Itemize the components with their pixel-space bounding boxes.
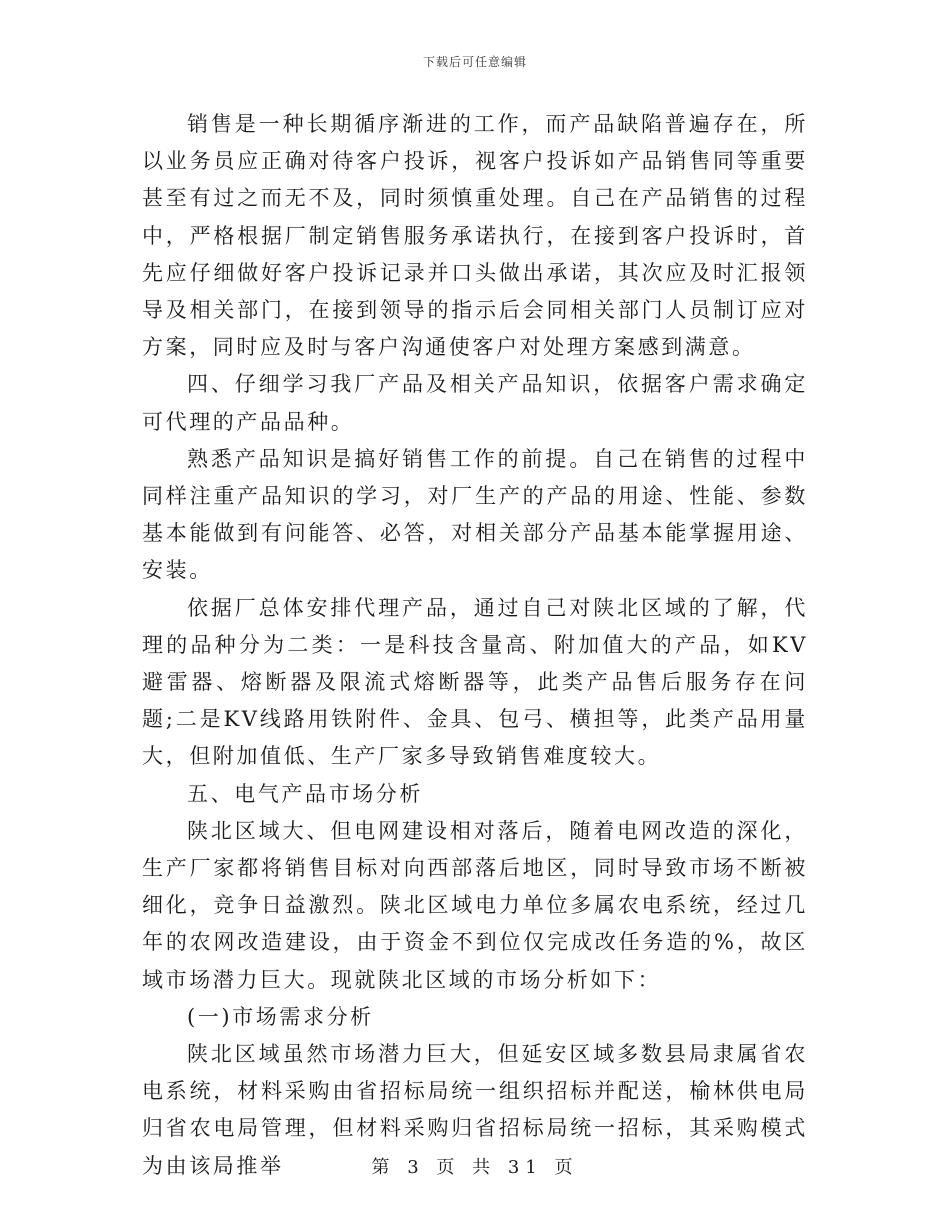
section-heading-market-analysis: 五、电气产品市场分析 (187, 781, 423, 806)
page-header: 下载后可任意编辑 (422, 55, 527, 69)
paragraph-demand-analysis: 陕北区域虽然市场潜力巨大，但延安区域多数县局隶属省农电系统，材料采购由省招标局统一组织招标并配送，榆林供电局归省农电局管理，但材料采购归省招标局统一招标，其采购模式为由该局推举 (142, 1042, 808, 1178)
paragraph-complaint-handling: 销售是一种长期循序渐进的工作，而产品缺陷普遍存在，所以业务员应正确对待客户投诉，视客户投诉如产品销售同等重要甚至有过之而无不及，同时须慎重处理。自己在产品销售的过程中，严格根据厂制定销售服务承诺执行，在接到客户投诉时，首先应仔细做好客户投诉记录并口头做出承诺，其次应及时汇报领导及相关部门，在接到领导的指示后会同相关部门人员制订应对方案，同时应及时与客户沟通使客户对处理方案感到满意。 (142, 112, 808, 360)
document-body (142, 106, 808, 1185)
page-number-footer: 第 3 页 共 31 页 (371, 1157, 579, 1178)
paragraph-agency-products: 依据厂总体安排代理产品，通过自己对陕北区域的了解，代理的品种分为二类：一是科技含量高、附加值大的产品，如KV避雷器、熔断器及限流式熔断器等，此类产品售后服务存在问题;二是KV线路用铁附件、金具、包弓、横担等，此类产品用量大，但附加值低、生产厂家多导致销售难度较大。 (142, 595, 808, 769)
paragraph-product-knowledge: 熟悉产品知识是搞好销售工作的前提。自己在销售的过程中同样注重产品知识的学习，对厂生产的产品的用途、性能、参数基本能做到有问能答、必答，对相关部分产品基本能掌握用途、安装。 (142, 446, 808, 583)
section-heading-product-knowledge: 四、仔细学习我厂产品及相关产品知识，依据客户需求确定可代理的产品品种。 (142, 372, 808, 434)
paragraph-market-overview: 陕北区域大、但电网建设相对落后，随着电网改造的深化，生产厂家都将销售目标对向西部落后地区，同时导致市场不断被细化，竞争日益激烈。陕北区域电力单位多属农电系统，经过几年的农网改造建设，由于资金不到位仅完成改任务造的%，故区域市场潜力巨大。现就陕北区域的市场分析如下： (142, 818, 808, 992)
subsection-heading-demand-analysis: (一)市场需求分析 (187, 1004, 374, 1029)
